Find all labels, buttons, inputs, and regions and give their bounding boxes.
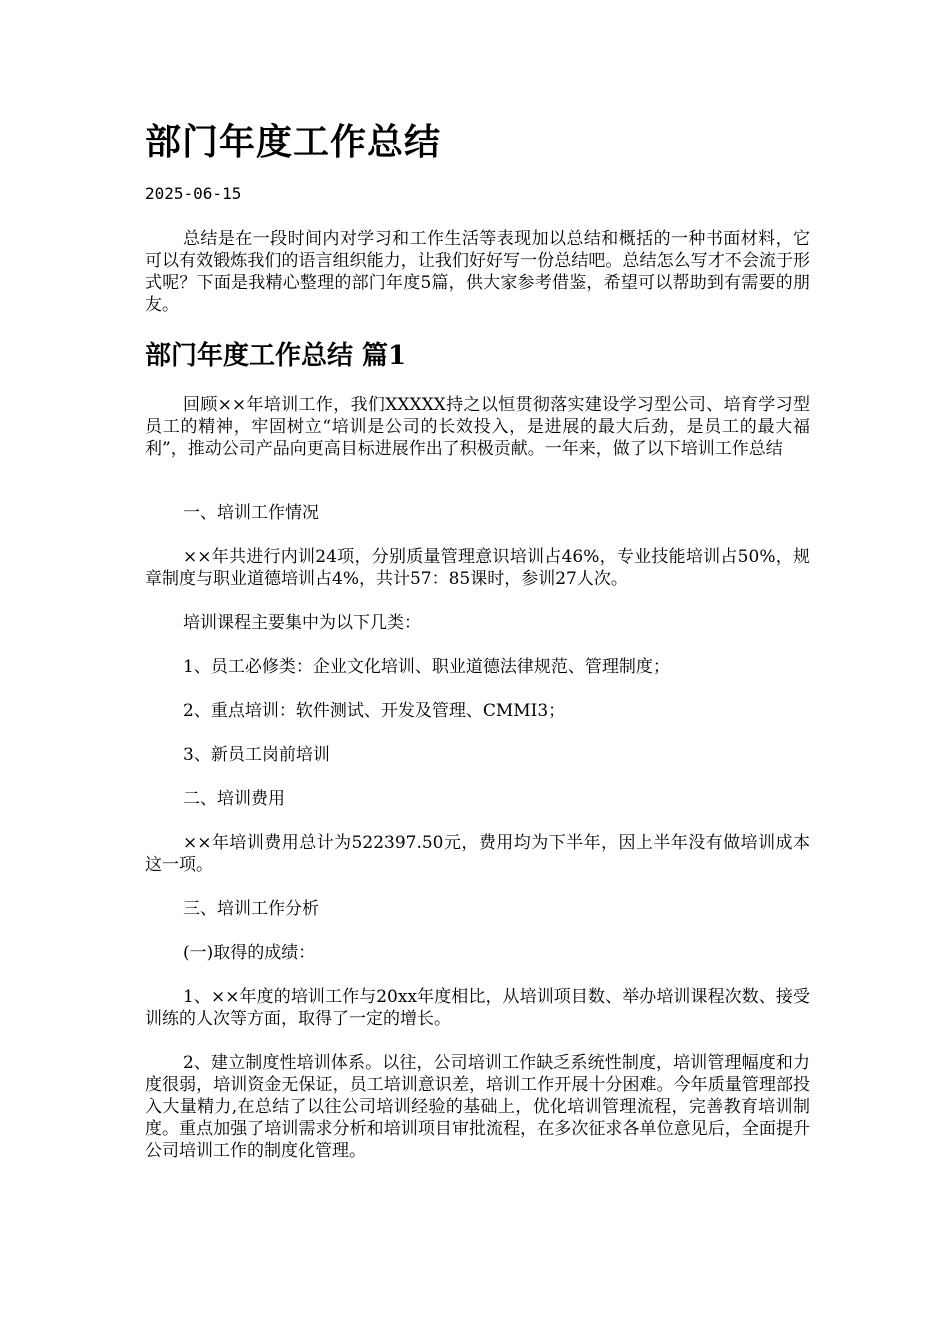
document-date: 2025-06-15 — [145, 184, 242, 203]
body-paragraph-growth: 1、××年度的培训工作与20xx年度相比，从培训项目数、举办培训课程次数、接受训练的人次等方面，取得了一定的增长。 — [145, 987, 810, 1029]
document-title: 部门年度工作总结 — [145, 121, 442, 163]
list-item-required: 1、员工必修类：企业文化培训、职业道德法律规范、管理制度； — [183, 657, 670, 677]
list-item-new-staff: 3、新员工岗前培训 — [183, 745, 330, 765]
section-heading: 部门年度工作总结 篇1 — [145, 341, 407, 371]
subheading-achievements: (一)取得的成绩： — [183, 943, 316, 963]
list-item-key-training: 2、重点培训：软件测试、开发及管理、CMMI3； — [183, 701, 566, 721]
subheading-training-analysis: 三、培训工作分析 — [183, 899, 319, 919]
body-paragraph-course-types: 培训课程主要集中为以下几类： — [183, 613, 421, 633]
subheading-training-cost: 二、培训费用 — [183, 789, 285, 809]
intro-paragraph: 总结是在一段时间内对学习和工作生活等表现加以总结和概括的一种书面材料，它可以有效锻炼我们的语言组织能力，让我们好好写一份总结吧。总结怎么写才不会流于形式呢？下面是我精心整理的部门年度5篇，供大家参考借鉴，希望可以帮助到有需要的朋友。 — [145, 229, 810, 315]
body-paragraph-cost: ××年培训费用总计为522397.50元，费用均为下半年，因上半年没有做培训成本这一项。 — [145, 833, 810, 875]
subheading-training-status: 一、培训工作情况 — [183, 503, 319, 523]
body-paragraph-review: 回顾××年培训工作，我们XXXXX持之以恒贯彻落实建设学习型公司、培育学习型员工的精神，牢固树立“培训是公司的长效投入，是进展的最大后劲，是员工的最大福利”，推动公司产品向更高目标进展作出了积极贡献。一年来，做了以下培训工作总结 — [145, 395, 810, 459]
body-paragraph-training-stats: ××年共进行内训24项，分别质量管理意识培训占46%，专业技能培训占50%，规章制度与职业道德培训占4%，共计57：85课时，参训27人次。 — [145, 547, 810, 589]
body-paragraph-system: 2、建立制度性培训体系。以往，公司培训工作缺乏系统性制度，培训管理幅度和力度很弱，培训资金无保证，员工培训意识差，培训工作开展十分困难。今年质量管理部投入大量精力,在总结了以往公司培训经验的基础上，优化培训管理流程，完善教育培训制度。重点加强了培训需求分析和培训项目审批流程，在多次征求各单位意见后，全面提升公司培训工作的制度化管理。 — [145, 1053, 810, 1161]
